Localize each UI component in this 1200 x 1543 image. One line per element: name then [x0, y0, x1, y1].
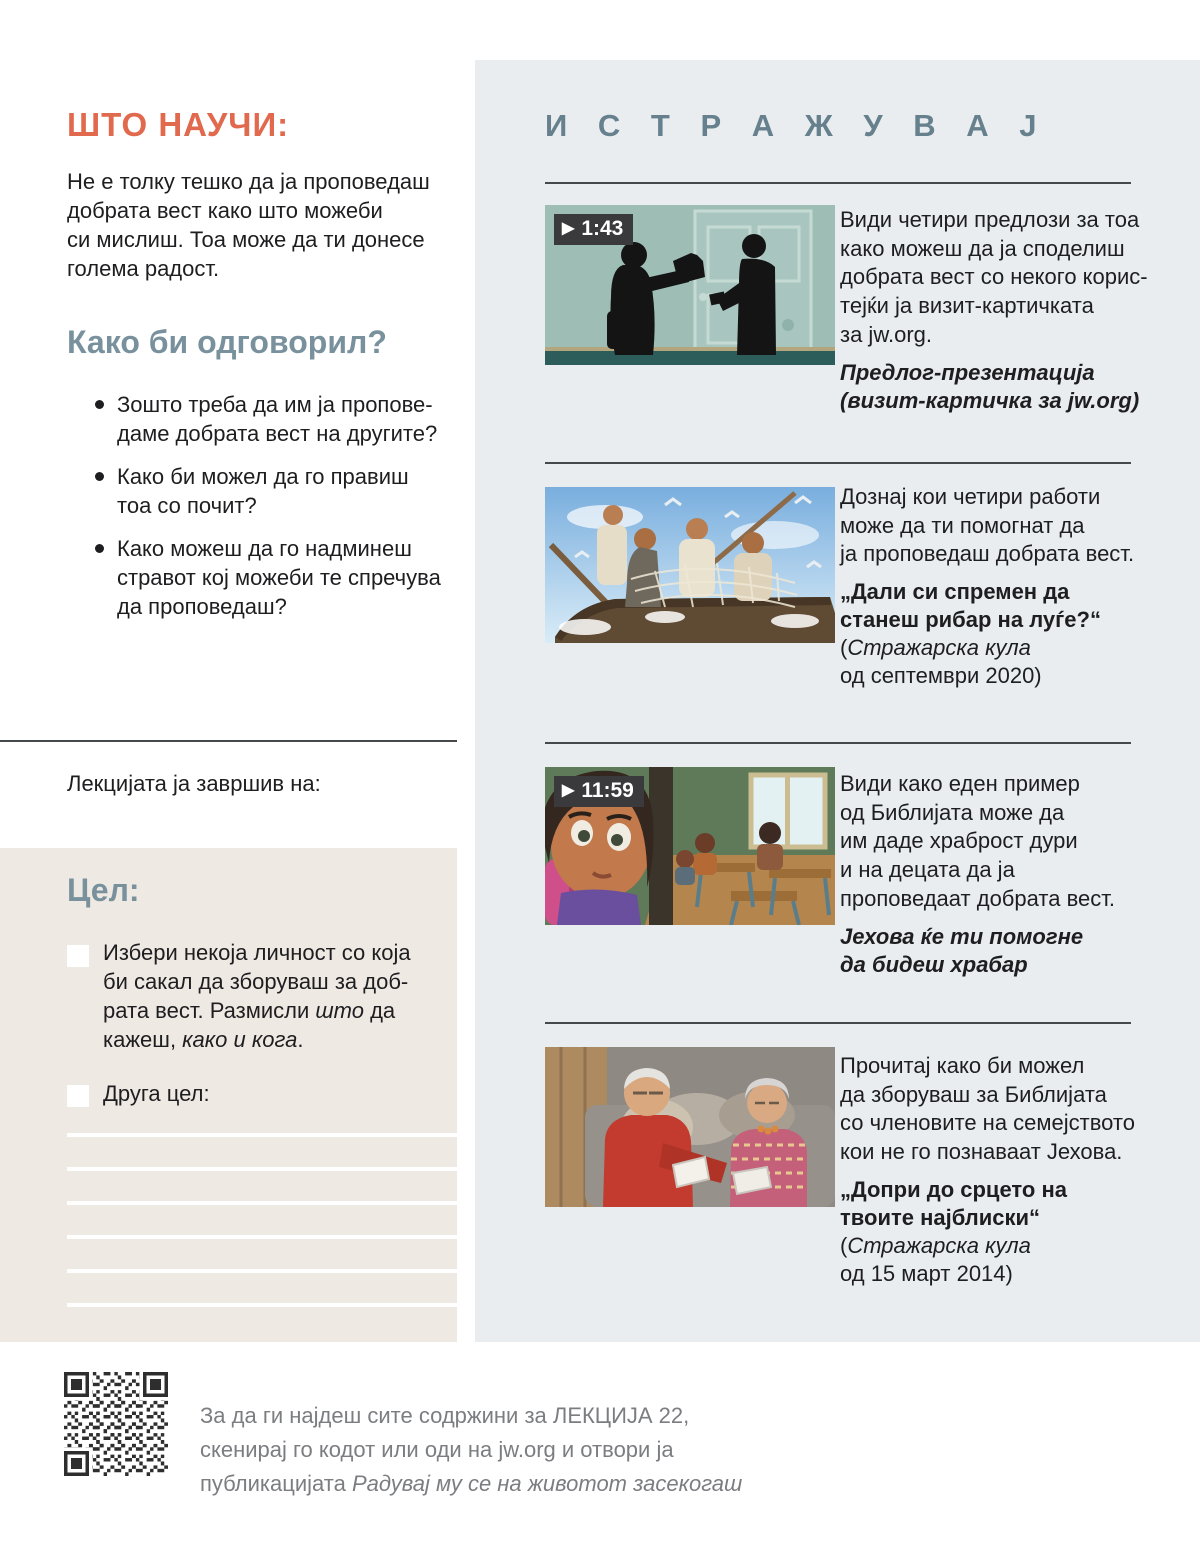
- body-line: добрата вест со некого корис-: [840, 264, 1148, 290]
- video-duration-badge: [554, 214, 633, 245]
- paragraph-line: голема радост.: [67, 256, 220, 281]
- source-reference: [840, 1232, 1170, 1288]
- goal-line: би сакал да зборуваш за доб-: [103, 969, 409, 994]
- body-line: проповедаат добрата вест.: [840, 885, 1115, 911]
- what-learned-paragraph: [67, 167, 430, 283]
- article-thumbnail-fishers[interactable]: [545, 487, 835, 643]
- body-line: може да ти помогнат да: [840, 512, 1085, 538]
- couple-reading-photo: [545, 1047, 835, 1207]
- write-in-line[interactable]: [67, 1167, 457, 1171]
- write-in-line[interactable]: [67, 1303, 457, 1307]
- paragraph-line: си мислиш. Тоа може да ти донесе: [67, 227, 425, 252]
- body-line: со членовите на семејството: [840, 1110, 1135, 1136]
- video-thumbnail-children[interactable]: [545, 767, 835, 925]
- explore-section-text: [840, 483, 1170, 690]
- title-line: твоите најблиски“: [840, 1204, 1041, 1230]
- video-title-link[interactable]: [840, 923, 1170, 979]
- play-icon: ▶: [562, 782, 575, 799]
- body-line: Дознај кои четири работи: [840, 484, 1101, 509]
- goal-checkbox-2[interactable]: [67, 1085, 89, 1107]
- explore-section-text: [840, 770, 1170, 979]
- goal-line: [103, 1025, 411, 1054]
- article-thumbnail-family[interactable]: [545, 1047, 835, 1207]
- bullet-line: тоа со почит?: [117, 493, 257, 518]
- source-date: од 15 март 2014): [840, 1260, 1013, 1286]
- section-divider: [545, 1022, 1131, 1024]
- footer-publication-name: Радувај му се на животот засекогаш: [351, 1471, 743, 1496]
- source-publication-name: Стражарска кула: [847, 1232, 1031, 1258]
- title-line: (визит-картичка за jw.org): [840, 387, 1140, 413]
- title-line: Јехова ќе ти помогне: [840, 923, 1084, 949]
- section-divider: [545, 182, 1131, 184]
- bullet-line: Зошто треба да им ја пропове-: [117, 392, 433, 417]
- paragraph-line: добрата вест како што можеби: [67, 198, 383, 223]
- video-duration-badge: [554, 776, 644, 807]
- title-line: да бидеш храбар: [840, 951, 1028, 977]
- section-divider: [545, 742, 1131, 744]
- title-line: станеш рибар на луѓе?“: [840, 607, 1101, 633]
- explore-heading: И С Т Р А Ж У В А Ј: [545, 108, 1048, 143]
- goal-item-2-label: Друга цел:: [103, 1081, 210, 1106]
- body-line: Прочитај како би можел: [840, 1053, 1085, 1078]
- footer-line: За да ги најдеш сите содржини за ЛЕКЦИЈА 22,: [200, 1403, 690, 1428]
- body-line: Види како еден пример: [840, 771, 1080, 796]
- title-line: Предлог-презентација: [840, 359, 1095, 385]
- body-line: кои не го познаваат Јехова.: [840, 1139, 1123, 1165]
- goal-item-1: [103, 938, 411, 1054]
- goal-line: [103, 996, 411, 1025]
- fishermen-illustration: [545, 487, 835, 643]
- title-line: „Допри до срцето на: [840, 1176, 1067, 1202]
- goal-text-run: да: [363, 998, 396, 1023]
- section-divider: [545, 462, 1131, 464]
- goal-line: Избери некоја личност со која: [103, 940, 411, 965]
- bullet-line: Како можеш да го надминеш: [117, 536, 412, 561]
- footer-line: скенирај го кодот или оди на jw.org и отвори ја: [200, 1437, 674, 1462]
- goal-text-run: рата вест. Размисли: [103, 998, 316, 1023]
- footer-instructions: [200, 1399, 742, 1501]
- qr-code: [64, 1372, 168, 1476]
- play-icon: ▶: [562, 220, 575, 237]
- bullet-line: Како би можел да го правиш: [117, 464, 409, 489]
- write-in-line[interactable]: [67, 1133, 457, 1137]
- body-line: тејќи ја визит-картичката: [840, 293, 1094, 319]
- goal-checkbox-1[interactable]: [67, 945, 89, 967]
- body-line: им даде храброст дури: [840, 828, 1078, 854]
- publication-title-link[interactable]: [840, 359, 1170, 415]
- bullet-dot-icon: [95, 400, 104, 409]
- goal-text-run-italic: што: [315, 998, 364, 1023]
- qr-code-graphic: [64, 1372, 168, 1476]
- goal-heading: Цел:: [67, 872, 140, 908]
- lesson-completed-label: Лекцијата ја завршив на:: [67, 771, 321, 796]
- goal-text-run: кажеш,: [103, 1027, 183, 1052]
- source-date: од септември 2020): [840, 663, 1042, 689]
- bullet-line: да проповедаш?: [117, 594, 287, 619]
- article-title-link[interactable]: [840, 578, 1170, 634]
- bullet-item: [95, 534, 441, 621]
- body-line: Види четири предлози за тоа: [840, 207, 1140, 232]
- write-in-line[interactable]: [67, 1235, 457, 1239]
- bullet-dot-icon: [95, 472, 104, 481]
- bullet-line: даме добрата вест на другите?: [117, 421, 438, 446]
- body-line: од Библијата може да: [840, 799, 1065, 825]
- title-line: „Дали си спремен да: [840, 579, 1070, 605]
- explore-panel: [475, 60, 1200, 1342]
- goal-text-run: .: [297, 1027, 304, 1052]
- body-line: да зборуваш за Библијата: [840, 1081, 1107, 1107]
- goal-box: [0, 848, 457, 1342]
- write-in-line[interactable]: [67, 1201, 457, 1205]
- body-line: и на децата да ја: [840, 857, 1015, 883]
- bullet-item: [95, 390, 441, 448]
- bullet-line: стравот кој можеби те спречува: [117, 565, 441, 590]
- body-line: за jw.org.: [840, 321, 933, 347]
- source-reference: [840, 634, 1170, 690]
- what-learned-heading: ШТО НАУЧИ:: [67, 106, 290, 143]
- explore-section-text: [840, 206, 1170, 415]
- explore-section-text: [840, 1052, 1170, 1288]
- footer-line: [200, 1467, 742, 1501]
- left-divider: [0, 740, 457, 742]
- source-run: (: [840, 635, 848, 661]
- footer-run: публикацијата: [200, 1471, 352, 1496]
- paragraph-line: Не е толку тешко да ја проповедаш: [67, 169, 430, 194]
- video-thumbnail-witnessing[interactable]: [545, 205, 835, 365]
- bullet-dot-icon: [95, 544, 104, 553]
- bullet-item: [95, 462, 441, 520]
- video-duration: 11:59: [581, 779, 634, 802]
- write-in-line[interactable]: [67, 1269, 457, 1273]
- how-answer-heading: Како би одговорил?: [67, 324, 387, 360]
- body-line: како можеш да ја споделиш: [840, 235, 1125, 261]
- article-title-link[interactable]: [840, 1176, 1170, 1232]
- source-publication-name: Стражарска кула: [847, 635, 1031, 661]
- body-line: ја проповедаш добрата вест.: [840, 541, 1135, 567]
- goal-text-run-italic: како и кога: [182, 1027, 298, 1052]
- source-run: (: [840, 1232, 848, 1258]
- how-answer-bullet-list: [95, 390, 441, 635]
- video-duration: 1:43: [581, 217, 624, 240]
